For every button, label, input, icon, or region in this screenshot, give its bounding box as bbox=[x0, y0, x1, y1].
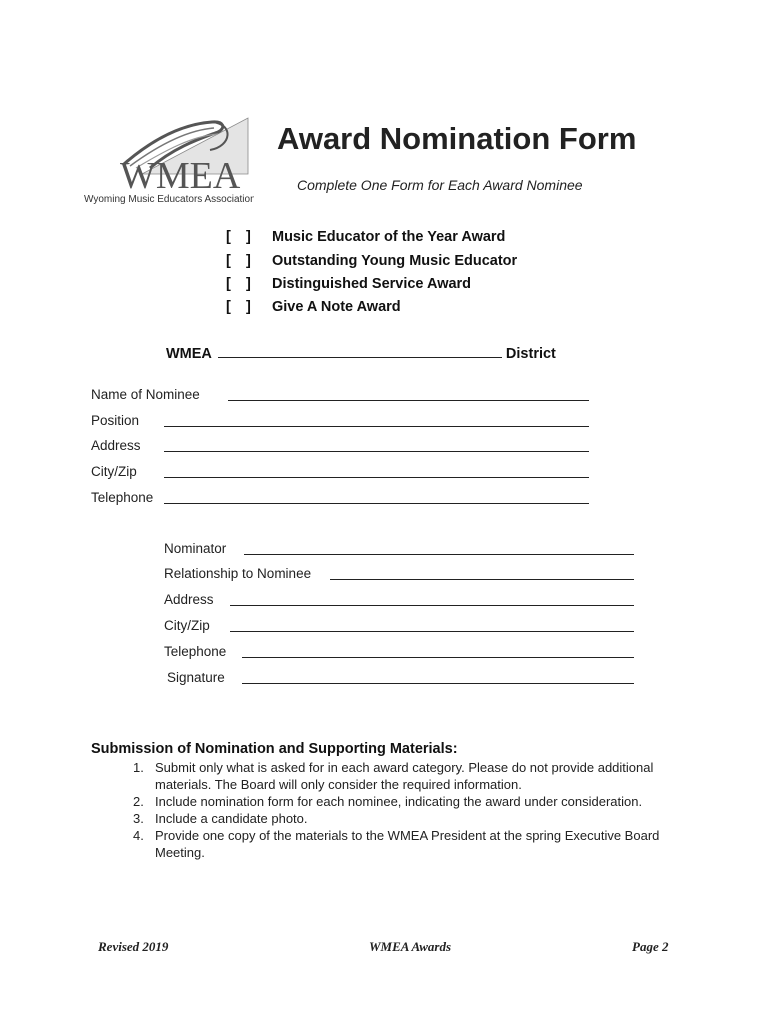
footer-title: WMEA Awards bbox=[369, 939, 452, 954]
form-title: Award Nomination Form bbox=[277, 121, 637, 156]
footer-page-number: Page 2 bbox=[632, 939, 669, 954]
nominator-cityzip-line[interactable] bbox=[230, 631, 634, 632]
logo-wordmark: WMEA bbox=[120, 155, 241, 197]
field-label: Nominator bbox=[164, 541, 227, 556]
submission-list bbox=[133, 759, 693, 861]
nominee-cityzip-line[interactable] bbox=[164, 477, 589, 478]
award-label: Give A Note Award bbox=[272, 299, 401, 315]
wmea-logo bbox=[84, 116, 254, 208]
logo-tagline: Wyoming Music Educators Association bbox=[84, 194, 254, 205]
award-label: Distinguished Service Award bbox=[272, 276, 472, 292]
award-label: Outstanding Young Music Educator bbox=[272, 253, 518, 269]
award-label: Music Educator of the Year Award bbox=[272, 229, 506, 245]
list-text: Include a candidate photo. bbox=[155, 811, 308, 826]
nominator-relationship-line[interactable] bbox=[330, 579, 634, 580]
list-text: Provide one copy of the materials to the WMEA President at the spring Executive Board Meeting. bbox=[155, 828, 660, 860]
field-label: City/Zip bbox=[164, 618, 210, 633]
field-label: Address bbox=[91, 438, 141, 453]
field-label: Telephone bbox=[164, 644, 227, 659]
district-suffix: District bbox=[505, 346, 556, 362]
field-label: City/Zip bbox=[91, 464, 137, 479]
list-number: 1. bbox=[133, 760, 144, 775]
nominator-address-line[interactable] bbox=[230, 605, 634, 606]
nominee-name-line[interactable] bbox=[228, 400, 589, 401]
district-prefix: WMEA bbox=[166, 346, 212, 362]
nominator-signature-line[interactable] bbox=[242, 683, 634, 684]
district-field bbox=[166, 345, 556, 362]
field-label: Position bbox=[91, 413, 140, 428]
form-subtitle: Complete One Form for Each Award Nominee bbox=[297, 177, 583, 193]
field-label: Relationship to Nominee bbox=[164, 566, 312, 581]
nominator-telephone-line[interactable] bbox=[242, 657, 634, 658]
list-number: 4. bbox=[133, 828, 144, 843]
list-item bbox=[133, 759, 693, 793]
list-number: 3. bbox=[133, 811, 144, 826]
nominator-name-line[interactable] bbox=[244, 554, 634, 555]
field-label: Address bbox=[164, 592, 214, 607]
list-text: Submit only what is asked for in each award category. Please do not provide additional materials. The Board will only consider the required information. bbox=[155, 760, 654, 792]
wmea-logo-graphic bbox=[84, 116, 254, 208]
list-item bbox=[133, 810, 693, 827]
nominee-position-line[interactable] bbox=[164, 426, 589, 427]
nominee-address-line[interactable] bbox=[164, 451, 589, 452]
submission-heading: Submission of Nomination and Supporting Materials: bbox=[91, 741, 458, 757]
list-item bbox=[133, 827, 693, 861]
list-text: Include nomination form for each nominee, indicating the award under consideration. bbox=[155, 794, 643, 809]
list-item bbox=[133, 793, 693, 810]
field-label: Signature bbox=[167, 670, 225, 685]
nominee-telephone-line[interactable] bbox=[164, 503, 589, 504]
field-label: Name of Nominee bbox=[91, 387, 200, 402]
footer-revised: Revised 2019 bbox=[98, 939, 169, 954]
district-input-line[interactable] bbox=[218, 345, 502, 358]
list-number: 2. bbox=[133, 794, 144, 809]
field-label: Telephone bbox=[91, 490, 154, 505]
